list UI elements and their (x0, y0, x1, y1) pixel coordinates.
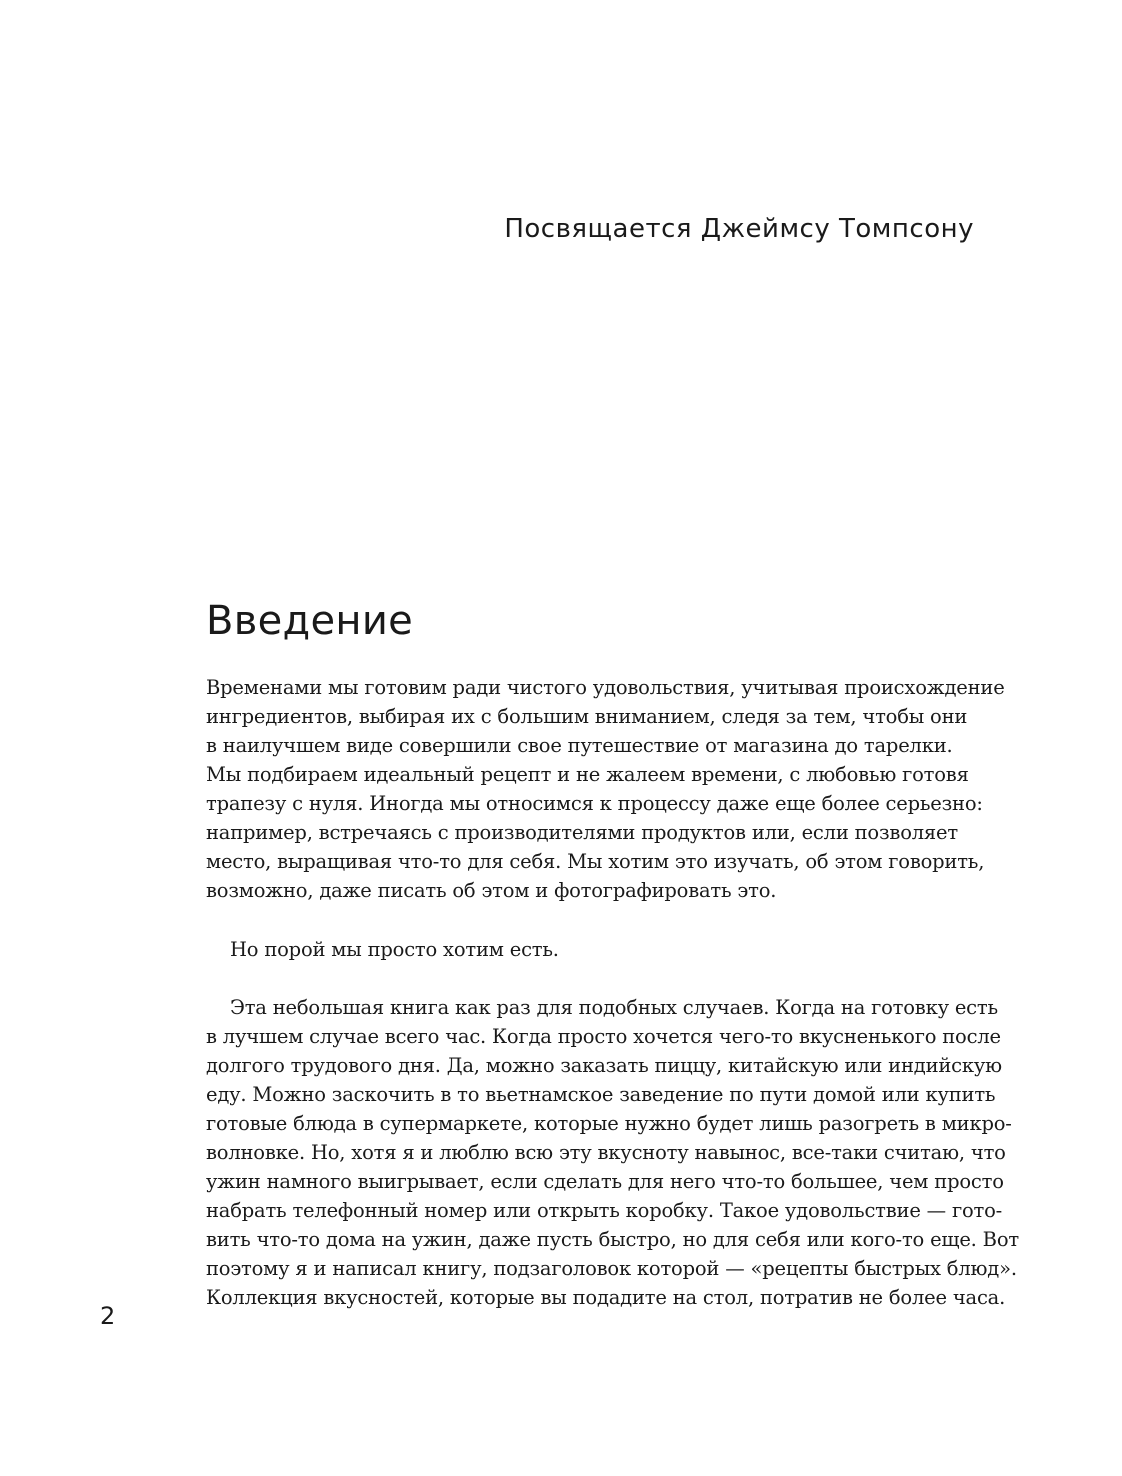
dedication: Посвящается Джеймсу Томпсону (504, 214, 974, 244)
chapter-heading: Введение (206, 598, 414, 644)
paragraph-2 (206, 935, 966, 964)
text-line: вить что-то дома на ужин, даже пусть быстро, но для себя или кого-то еще. Вот (206, 1228, 1019, 1251)
text-line: трапезу с нуля. Иногда мы относимся к процессу даже еще более серьезно: (206, 792, 983, 815)
text-line: волновке. Но, хотя я и люблю всю эту вкусноту навынос, все-таки считаю, что (206, 1141, 1006, 1164)
paragraph-3 (206, 993, 1019, 1312)
text-line: поэтому я и написал книгу, подзаголовок которой — «рецепты быстрых блюд». (206, 1257, 1017, 1280)
text-line: Коллекция вкусностей, которые вы подадите на стол, потратив не более часа. (206, 1286, 1006, 1309)
text-line: Но порой мы просто хотим есть. (230, 938, 559, 961)
text-line: возможно, даже писать об этом и фотографировать это. (206, 879, 777, 902)
text-line: еду. Можно заскочить в то вьетнамское заведение по пути домой или купить (206, 1083, 996, 1106)
text-line: в лучшем случае всего час. Когда просто хочется чего-то вкусненького после (206, 1025, 1001, 1048)
text-line: ужин намного выигрывает, если сделать для него что-то большее, чем просто (206, 1170, 1004, 1193)
page-number: 2 (100, 1302, 116, 1330)
paragraph-1 (206, 673, 1005, 905)
text-line: Эта небольшая книга как раз для подобных случаев. Когда на готовку есть (230, 996, 998, 1019)
text-line: набрать телефонный номер или открыть коробку. Такое удовольствие — гото- (206, 1199, 1003, 1222)
text-line: Временами мы готовим ради чистого удовольствия, учитывая происхождение (206, 676, 1005, 699)
text-line: например, встречаясь с производителями продуктов или, если позволяет (206, 821, 958, 844)
text-line: место, выращивая что-то для себя. Мы хотим это изучать, об этом говорить, (206, 850, 985, 873)
text-line: ингредиентов, выбирая их с большим вниманием, следя за тем, чтобы они (206, 705, 968, 728)
text-line: Мы подбираем идеальный рецепт и не жалеем времени, с любовью готовя (206, 763, 969, 786)
text-line: готовые блюда в супермаркете, которые нужно будет лишь разогреть в микро- (206, 1112, 1012, 1135)
text-line: в наилучшем виде совершили свое путешествие от магазина до тарелки. (206, 734, 953, 757)
text-line: долгого трудового дня. Да, можно заказать пиццу, китайскую или индийскую (206, 1054, 1002, 1077)
